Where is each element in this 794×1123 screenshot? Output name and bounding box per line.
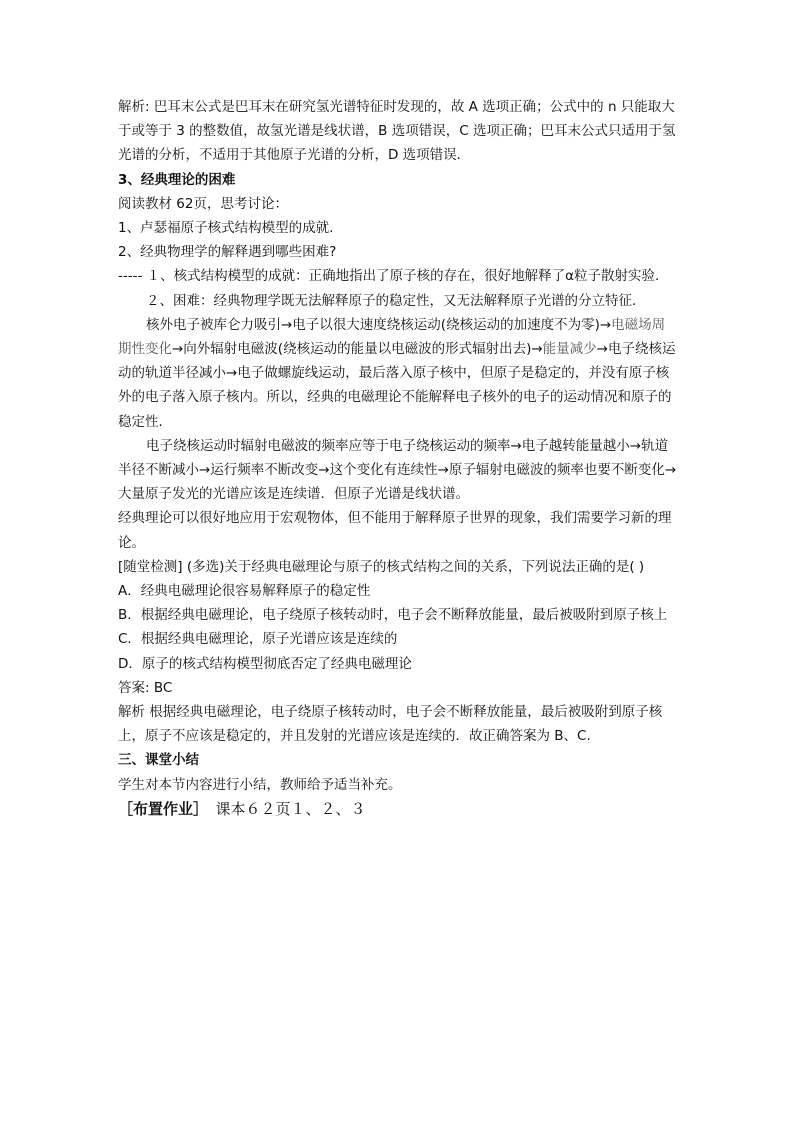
discussion-question-1: 1、卢瑟福原子核式结构模型的成就.: [118, 220, 334, 237]
homework-label: ［布置作业］: [118, 799, 201, 818]
quiz-question: [随堂检测] (多选)关于经典电磁理论与原子的核式结构之间的关系，下列说法正确的是( ): [118, 558, 645, 575]
explanation-text-em-field: 电磁场周期性变化: [118, 316, 666, 358]
explanation-text-2: →向外辐射电磁波(绕核运动的能量以电磁波的形式辐射出去)→: [172, 341, 543, 358]
explanation-paragraph-electron-orbit: [118, 313, 678, 434]
quiz-option-d: D．原子的核式结构模型彻底否定了经典电磁理论: [118, 655, 412, 672]
conclusion-paragraph: 经典理论可以很好地应用于宏观物体，但不能用于解释原子世界的现象，我们需要学习新的理论。: [118, 510, 672, 551]
quiz-option-c: C．根据经典电磁理论，原子光谱应该是连续的: [118, 631, 398, 648]
explanation-paragraph-spectrum: 电子绕核运动时辐射电磁波的频率应等于电子绕核运动的频率→电子越转能量越小→轨道半径不断减小→运行频率不断改变→这个变化有连续性→原子辐射电磁波的频率也要不断变化→大量原子发光的光谱应该是连续谱．但原子光谱是线状谱。: [118, 437, 677, 503]
homework-text: 课本６２页１、２、３: [200, 799, 366, 818]
quiz-option-a: A．经典电磁理论很容易解释原子的稳定性: [118, 583, 371, 600]
section-heading-classical-difficulty: 3、经典理论的困难: [118, 171, 236, 188]
section-heading-summary: 三、课堂小结: [118, 752, 199, 769]
homework-line: [118, 797, 678, 821]
explanation-text-1: 核外电子被库仑力吸引→电子以很大速度绕核运动(绕核运动的加速度不为零)→: [146, 316, 612, 333]
explanation-text-3: →电子绕核运动的轨道半径减小→电子做螺旋线运动，最后落入原子核中，但原子是稳定的，并没有原子核外的电子落入原子核内。所以，经典的电磁理论不能解释电子核外的电子的运动情况和原子的稳定性．: [118, 341, 676, 430]
answer-difficulty: ２、困难：经典物理学既无法解释原子的稳定性，又无法解释原子光谱的分立特征．: [146, 292, 646, 309]
document-page: [118, 95, 678, 821]
summary-text: 学生对本节内容进行小结，教师给予适当补充。: [118, 776, 402, 793]
answer-achievement: ----- １、核式结构模型的成就：正确地指出了原子核的存在，很好地解释了α粒子散射实验．: [118, 268, 669, 285]
quiz-answer: 答案: BC: [118, 679, 173, 696]
explanation-text-energy-decrease: 能量减少: [542, 341, 597, 358]
analysis-paragraph-balmer: 解析: 巴耳末公式是巴耳末在研究氢光谱特征时发现的，故 A 选项正确；公式中的 n 只能取大于或等于 3 的整数值，故氢光谱是线状谱，B 选项错误，C 选项正确；巴耳末公式只适用于氢光谱的分析，不适用于其他原子光谱的分析，D 选项错误．: [118, 99, 676, 164]
discussion-question-2: 2、经典物理学的解释遇到哪些困难?: [118, 244, 337, 261]
reading-instruction: 阅读教材 62页，思考讨论：: [118, 195, 288, 212]
quiz-analysis: 解析 根据经典电磁理论，电子绕原子核转动时，电子会不断释放能量，最后被吸附到原子核上，原子不应该是稳定的，并且发射的光谱应该是连续的．故正确答案为 B、C.: [118, 704, 663, 745]
quiz-option-b: B．根据经典电磁理论，电子绕原子核转动时，电子会不断释放能量，最后被吸附到原子核上: [118, 607, 668, 624]
